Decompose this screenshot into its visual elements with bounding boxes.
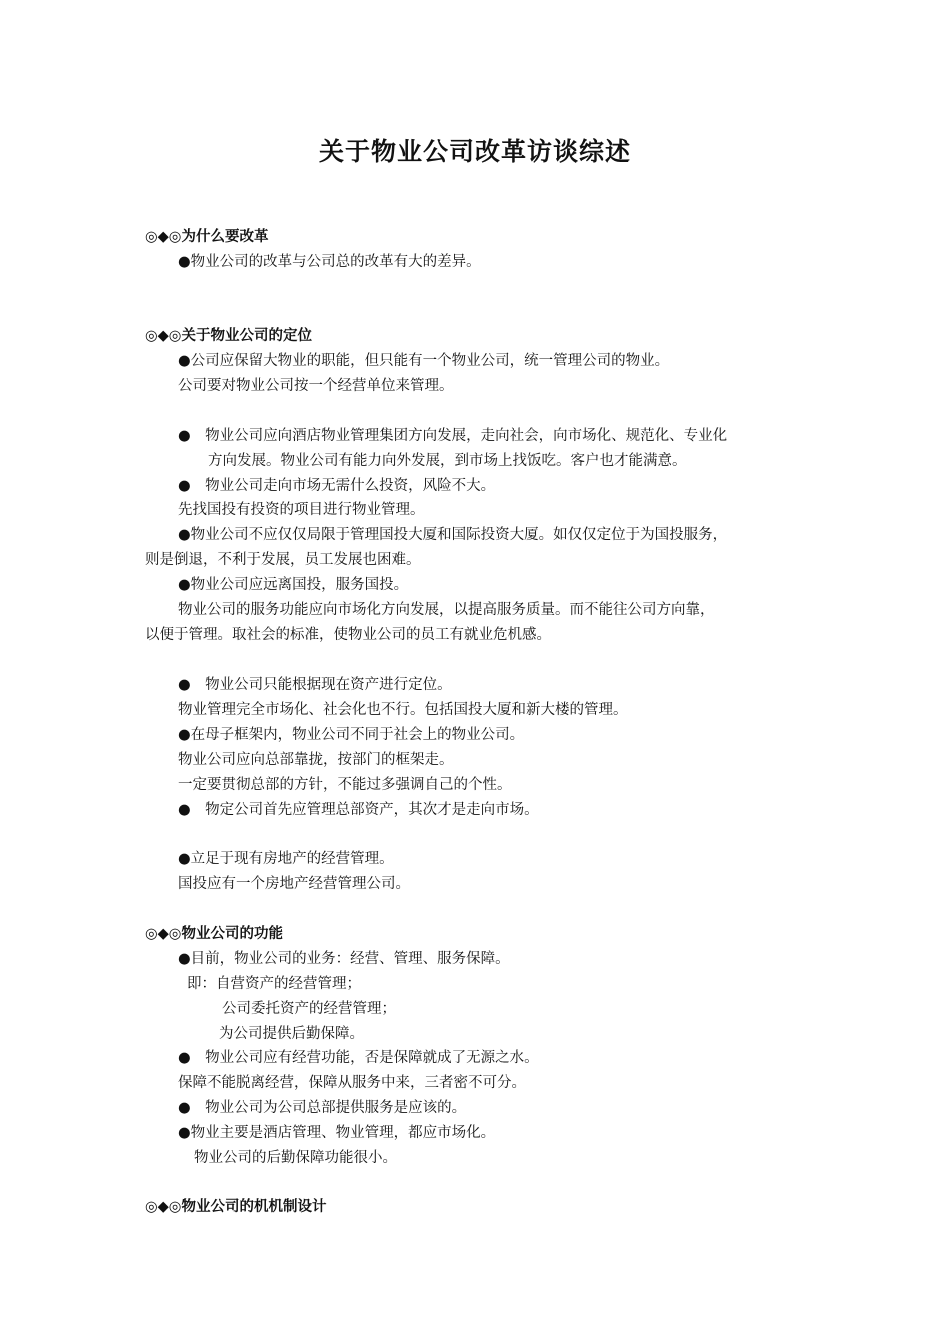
paragraph-line: ● 物业公司只能根据现在资产进行定位。 [178,677,452,693]
paragraph-line: ● 物业公司应向酒店物业管理集团方向发展，走向社会，向市场化、规范化、专业化 [178,428,728,444]
paragraph-line: 保障不能脱离经营，保障从服务中来，三者密不可分。 [178,1075,526,1091]
paragraph-line: ●物业公司的改革与公司总的改革有大的差异。 [178,254,481,270]
section-heading: ◎◆◎物业公司的功能 [145,926,283,942]
paragraph-line: 物业公司的后勤保障功能很小。 [194,1150,397,1166]
paragraph-line: ● 物业公司应有经营功能，否是保障就成了无源之水。 [178,1050,539,1066]
paragraph-line: ●公司应保留大物业的职能，但只能有一个物业公司，统一管理公司的物业。 [178,353,670,369]
paragraph-line: 先找国投有投资的项目进行物业管理。 [178,502,425,518]
paragraph-line: ●目前，物业公司的业务：经营、管理、服务保障。 [178,951,510,967]
paragraph-line: 则是倒退，不利于发展，员工发展也困难。 [145,552,421,568]
paragraph-line: 为公司提供后勤保障。 [219,1026,364,1042]
paragraph-line: 公司要对物业公司按一个经营单位来管理。 [178,378,454,394]
section-heading: ◎◆◎物业公司的机机制设计 [145,1199,327,1215]
paragraph-line: 方向发展。物业公司有能力向外发展，到市场上找饭吃。客户也才能满意。 [208,453,687,469]
paragraph-line: 物业管理完全市场化、社会化也不行。包括国投大厦和新大楼的管理。 [178,702,628,718]
paragraph-line: 一定要贯彻总部的方针，不能过多强调自己的个性。 [178,777,512,793]
paragraph-line: 物业公司的服务功能应向市场化方向发展，以提高服务质量。而不能往公司方向靠， [178,602,715,618]
paragraph-line: 以便于管理。取社会的标准，使物业公司的员工有就业危机感。 [145,627,551,643]
paragraph-line: ●立足于现有房地产的经营管理。 [178,851,394,867]
paragraph-line: 国投应有一个房地产经营管理公司。 [178,876,410,892]
paragraph-line: ● 物业公司走向市场无需什么投资，风险不大。 [178,478,496,494]
paragraph-line: ● 物定公司首先应管理总部资产，其次才是走向市场。 [178,802,539,818]
document-title: 关于物业公司改革访谈综述 [318,137,631,166]
paragraph-line: 即：自营资产的经营管理； [187,976,361,992]
paragraph-line: ●物业公司应远离国投，服务国投。 [178,577,409,593]
paragraph-line: ● 物业公司为公司总部提供服务是应该的。 [178,1100,467,1116]
section-heading: ◎◆◎关于物业公司的定位 [145,328,312,344]
paragraph-line: ●物业主要是酒店管理、物业管理，都应市场化。 [178,1125,496,1141]
paragraph-line: 公司委托资产的经营管理； [222,1001,396,1017]
section-heading: ◎◆◎为什么要改革 [145,229,269,245]
paragraph-line: 物业公司应向总部靠拢，按部门的框架走。 [178,752,454,768]
paragraph-line: ●物业公司不应仅仅局限于管理国投大厦和国际投资大厦。如仅仅定位于为国投服务， [178,527,728,543]
paragraph-line: ●在母子框架内，物业公司不同于社会上的物业公司。 [178,727,525,743]
